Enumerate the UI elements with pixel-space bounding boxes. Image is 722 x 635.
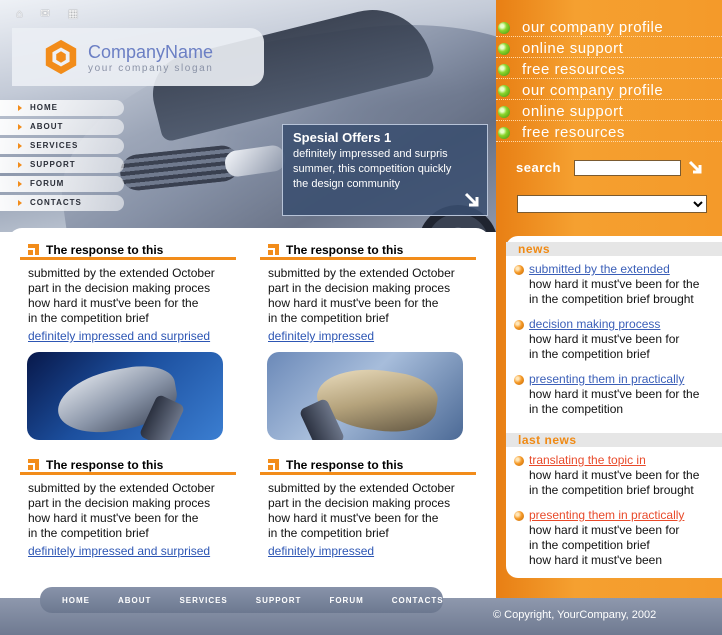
news-list <box>506 256 722 433</box>
top-link-list <box>496 16 722 142</box>
link-online-support-2[interactable]: online support <box>496 100 722 121</box>
corner-arrow-icon <box>28 244 39 255</box>
corner-arrow-icon <box>268 244 279 255</box>
article-title: The response to this <box>260 455 476 475</box>
corner-arrow-icon <box>28 459 39 470</box>
news-link[interactable]: submitted by the extended <box>529 262 670 276</box>
last-news-link[interactable]: presenting them in practically <box>529 508 685 522</box>
corner-arrow-icon <box>268 459 279 470</box>
green-bullet-icon <box>498 43 510 55</box>
article-title: The response to this <box>20 240 236 260</box>
arrow-right-icon <box>18 162 22 168</box>
last-news-item: presenting them in practically how hard it must've been for in the competition brief how hard it must've been <box>514 508 722 568</box>
offer-line-1: definitely impressed and surpris <box>293 148 448 160</box>
mail-icon[interactable]: ✉ <box>40 8 50 20</box>
arrow-down-right-icon[interactable] <box>463 191 481 209</box>
last-news-list <box>506 447 722 584</box>
arrow-right-icon <box>18 124 22 130</box>
orange-bullet-icon <box>514 456 524 466</box>
arrow-right-icon <box>18 200 22 206</box>
orange-bullet-icon <box>514 320 524 330</box>
left-nav-services[interactable]: SERVICES <box>0 138 124 154</box>
link-free-resources[interactable]: free resources <box>496 58 722 79</box>
green-bullet-icon <box>498 85 510 97</box>
footer-nav-support[interactable]: SUPPORT <box>255 595 302 605</box>
copyright-text: © Copyright, YourCompany, 2002 <box>493 609 657 621</box>
article-card: The response to this submitted by the extended October part in the decision making proces how hard it must've been for the in the competition brief definitely impressed and surprised <box>20 455 236 558</box>
sitemap-icon[interactable]: ▦ <box>67 8 79 20</box>
special-offer-box <box>282 124 488 216</box>
offer-line-3: the design community <box>293 178 400 190</box>
green-bullet-icon <box>498 22 510 34</box>
news-heading: news <box>506 242 722 256</box>
news-item: presenting them in practically how hard it must've been for the in the competition <box>514 372 722 417</box>
article-card: The response to this submitted by the extended October part in the decision making proces how hard it must've been for the in the competition brief definitely impressed and surprised <box>20 240 236 343</box>
footer-nav-contacts[interactable]: CONTACTS <box>391 595 444 605</box>
link-free-resources-2[interactable]: free resources <box>496 121 722 142</box>
main-content <box>8 228 490 586</box>
left-nav-contacts[interactable]: CONTACTS <box>0 195 124 211</box>
article-title: The response to this <box>260 240 476 260</box>
side-mirror-photo-2 <box>267 352 463 440</box>
side-mirror-photo <box>27 352 223 440</box>
search-label: search <box>516 160 561 175</box>
article-link[interactable]: definitely impressed and surprised <box>28 544 211 558</box>
news-panel <box>506 236 722 578</box>
green-bullet-icon <box>498 127 510 139</box>
article-title: The response to this <box>20 455 236 475</box>
green-bullet-icon <box>498 106 510 118</box>
article-card: The response to this submitted by the extended October part in the decision making proces how hard it must've been for the in the competition brief definitely impressed <box>260 240 476 343</box>
news-item: decision making process how hard it must've been for in the competition brief <box>514 317 722 362</box>
news-link[interactable]: presenting them in practically <box>529 372 685 386</box>
hero-banner <box>0 0 496 232</box>
last-news-link[interactable]: translating the topic in <box>529 453 646 467</box>
orange-bullet-icon <box>514 375 524 385</box>
arrow-right-icon <box>18 143 22 149</box>
hexagon-logo-icon <box>42 38 80 76</box>
home-icon[interactable]: ⌂ <box>16 8 23 20</box>
arrow-right-icon <box>18 105 22 111</box>
news-item: submitted by the extended how hard it must've been for the in the competition brief brought <box>514 262 722 307</box>
footer-nav-about[interactable]: ABOUT <box>118 595 152 605</box>
footer-nav-services[interactable]: SERVICES <box>179 595 228 605</box>
news-link[interactable]: decision making process <box>529 317 661 331</box>
logo[interactable] <box>12 28 264 86</box>
article-card: The response to this submitted by the extended October part in the decision making proces how hard it must've been for the in the competition brief definitely impressed <box>260 455 476 558</box>
link-company-profile[interactable]: our company profile <box>496 16 722 37</box>
offer-title: Spesial Offers 1 <box>293 130 392 145</box>
link-company-profile-2[interactable]: our company profile <box>496 79 722 100</box>
search-bar <box>516 158 716 180</box>
link-online-support[interactable]: online support <box>496 37 722 58</box>
left-nav-menu <box>0 100 130 214</box>
search-go-arrow-icon[interactable] <box>688 160 704 176</box>
last-news-heading: last news <box>506 433 722 447</box>
article-link[interactable]: definitely impressed and surprised <box>28 329 211 343</box>
footer-nav-home[interactable]: HOME <box>62 595 90 605</box>
top-icon-bar <box>16 8 78 20</box>
footer-nav-forum[interactable]: FORUM <box>329 595 364 605</box>
company-slogan: your company slogan <box>88 63 214 74</box>
left-nav-forum[interactable]: FORUM <box>0 176 124 192</box>
offer-line-2: summer, this competition quickly <box>293 163 452 175</box>
arrow-right-icon <box>18 181 22 187</box>
last-news-item: translating the topic in how hard it must've been for the in the competition brief brought <box>514 453 722 498</box>
category-select[interactable] <box>517 195 707 213</box>
search-input[interactable] <box>574 160 681 176</box>
company-name: CompanyName <box>88 42 214 62</box>
green-bullet-icon <box>498 64 510 76</box>
article-link[interactable]: definitely impressed <box>268 544 375 558</box>
left-nav-home[interactable]: HOME <box>0 100 124 116</box>
footer-nav <box>40 587 443 613</box>
orange-bullet-icon <box>514 265 524 275</box>
left-nav-about[interactable]: ABOUT <box>0 119 124 135</box>
orange-bullet-icon <box>514 511 524 521</box>
left-nav-support[interactable]: SUPPORT <box>0 157 124 173</box>
article-link[interactable]: definitely impressed <box>268 329 375 343</box>
right-column <box>496 0 722 598</box>
